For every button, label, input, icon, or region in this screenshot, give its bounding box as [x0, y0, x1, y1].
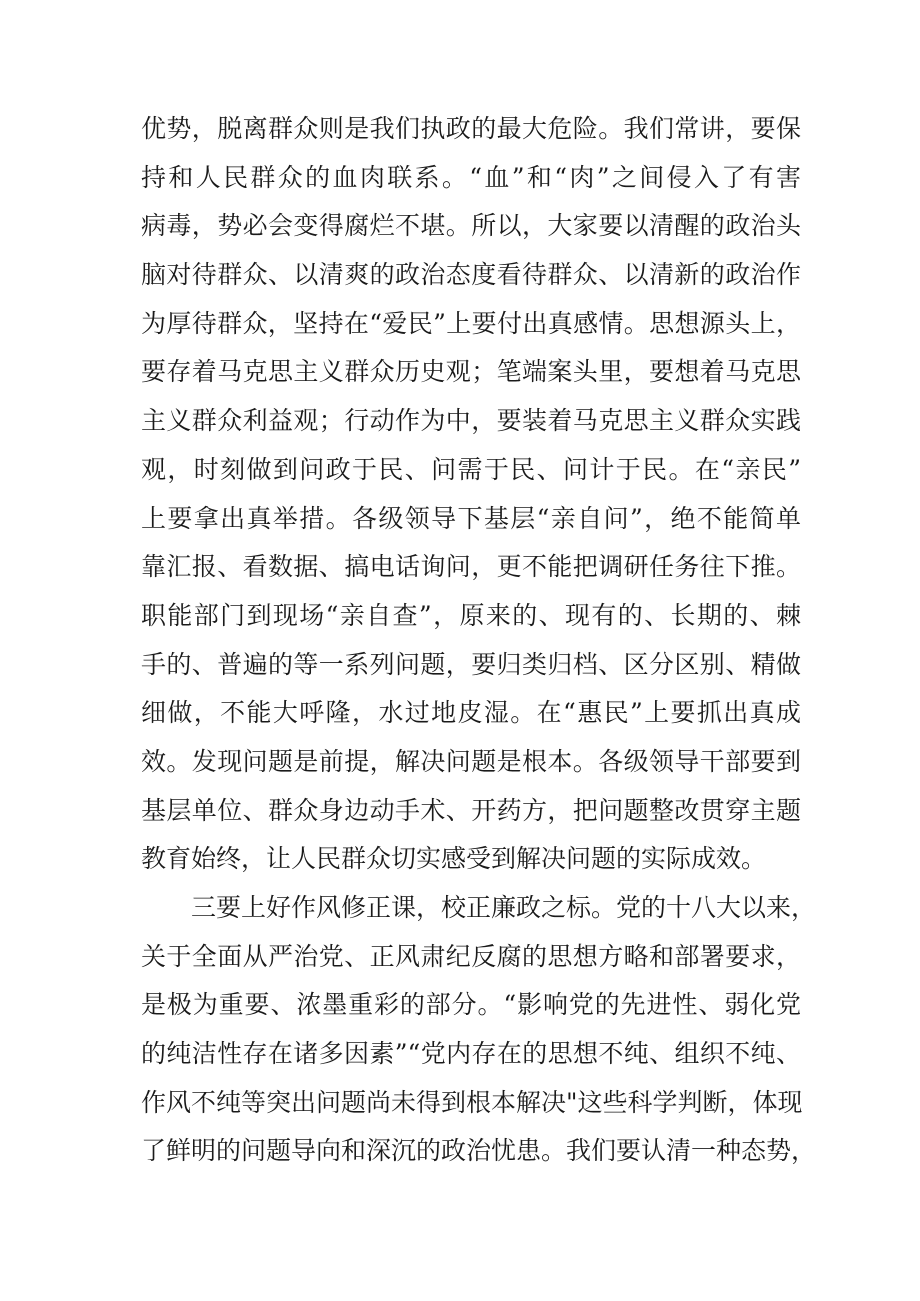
text-line: 脑对待群众、以清爽的政治态度看待群众、以清新的政治作: [141, 260, 801, 290]
text-line: 上要拿出真举措。各级领导下基层“亲自问”，绝不能简单: [141, 503, 801, 533]
text-line: 持和人民群众的血肉联系。“血”和“肉”之间侵入了有害: [141, 162, 801, 192]
text-line: 优势，脱离群众则是我们执政的最大危险。我们常讲，要保: [141, 114, 801, 143]
text-line: 是极为重要、浓墨重彩的部分。“影响党的先进性、弱化党: [141, 990, 801, 1020]
text-line: 观，时刻做到问政于民、问需于民、问计于民。在“亲民”: [141, 454, 801, 484]
text-line: 病毒，势必会变得腐烂不堪。所以，大家要以清醒的政治头: [141, 211, 801, 241]
text-line: 靠汇报、看数据、搞电话询问，更不能把调研任务往下推。: [141, 552, 801, 582]
text-line: 效。发现问题是前提，解决问题是根本。各级领导干部要到: [141, 746, 801, 776]
body-text: [141, 105, 817, 1176]
text-line: 了鲜明的问题导向和深沉的政治忧患。我们要认清一种态势，: [141, 1136, 817, 1166]
text-line: 主义群众利益观；行动作为中，要装着马克思主义群众实践: [141, 406, 801, 436]
text-line: 作风不纯等突出问题尚未得到根本解决"这些科学判断，体现: [141, 1087, 803, 1117]
text-line: 教育始终，让人民群众切实感受到解决问题的实际成效。: [141, 844, 767, 874]
text-line: 基层单位、群众身边动手术、开药方，把问题整改贯穿主题: [141, 795, 801, 825]
text-line: 的纯洁性存在诸多因素”“党内存在的思想不纯、组织不纯、: [141, 1039, 801, 1069]
text-line: 关于全面从严治党、正风肃纪反腐的思想方略和部署要求，: [141, 941, 801, 971]
text-line: 手的、普遍的等一系列问题，要归类归档、区分区别、精做: [141, 649, 801, 679]
text-line: 细做，不能大呼隆，水过地皮湿。在“惠民”上要抓出真成: [141, 698, 801, 728]
text-line: 要存着马克思主义群众历史观；笔端案头里，要想着马克思: [141, 357, 801, 387]
text-line: 为厚待群众，坚持在“爱民”上要付出真感情。思想源头上，: [141, 308, 801, 338]
text-line: 职能部门到现场“亲自查”，原来的、现有的、长期的、棘: [141, 600, 801, 630]
paragraph-first-line: 三要上好作风修正课，校正廉政之标。党的十八大以来，: [191, 893, 817, 922]
